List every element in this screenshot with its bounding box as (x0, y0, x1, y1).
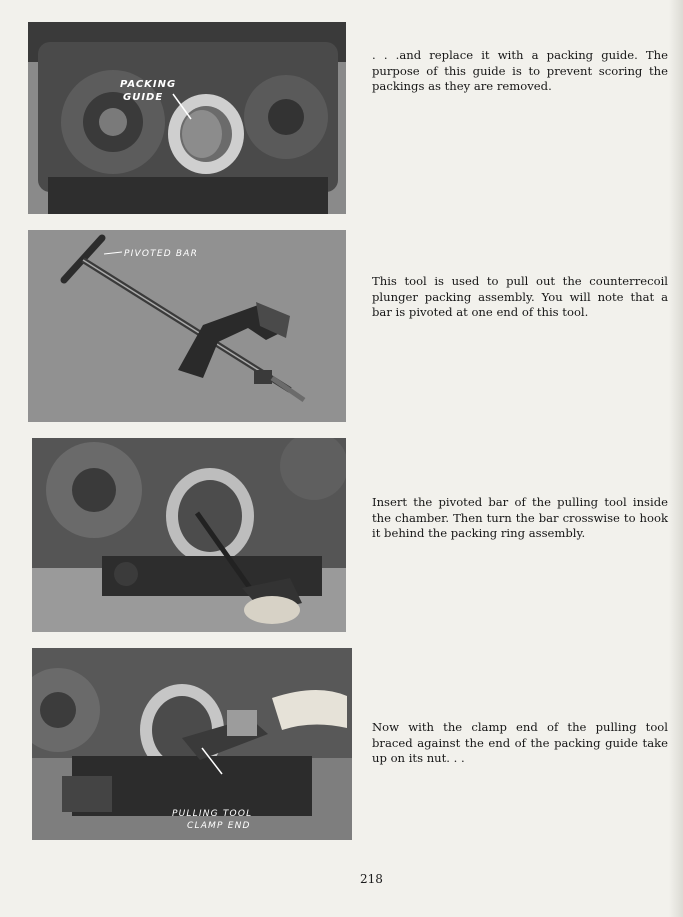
photo-pivoted-bar-tool (28, 230, 346, 422)
caption-insert-bar: Insert the pivoted bar of the pulling tool inside the chamber. Then turn the bar crosswise to hook it behind the packing ring assembly. (372, 495, 668, 540)
photo-packing-guide (28, 22, 346, 214)
photo-label-line: PULLING TOOL (172, 809, 253, 819)
caption-clamp-end: Now with the clamp end of the pulling tool braced against the end of the packing guide take up on its nut. . . (372, 720, 668, 765)
caption-pivoted-bar: This tool is used to pull out the counterrecoil plunger packing assembly. You will note that a bar is pivoted at one end of this tool. (372, 274, 668, 319)
photo-label-line: PIVOTED BAR (124, 249, 199, 259)
photo-label-line: CLAMP END (187, 821, 251, 831)
page-number: 218 (360, 872, 383, 886)
caption-packing-guide: . . .and replace it with a packing guide. The purpose of this guide is to prevent scoring the packings as they are removed. (372, 48, 668, 93)
photo-label-line: GUIDE (123, 92, 164, 103)
page-edge (669, 0, 683, 917)
photo-clamp-end (32, 648, 352, 840)
photo-insert-bar (32, 438, 346, 632)
photo-label-line: PACKING (120, 79, 177, 90)
